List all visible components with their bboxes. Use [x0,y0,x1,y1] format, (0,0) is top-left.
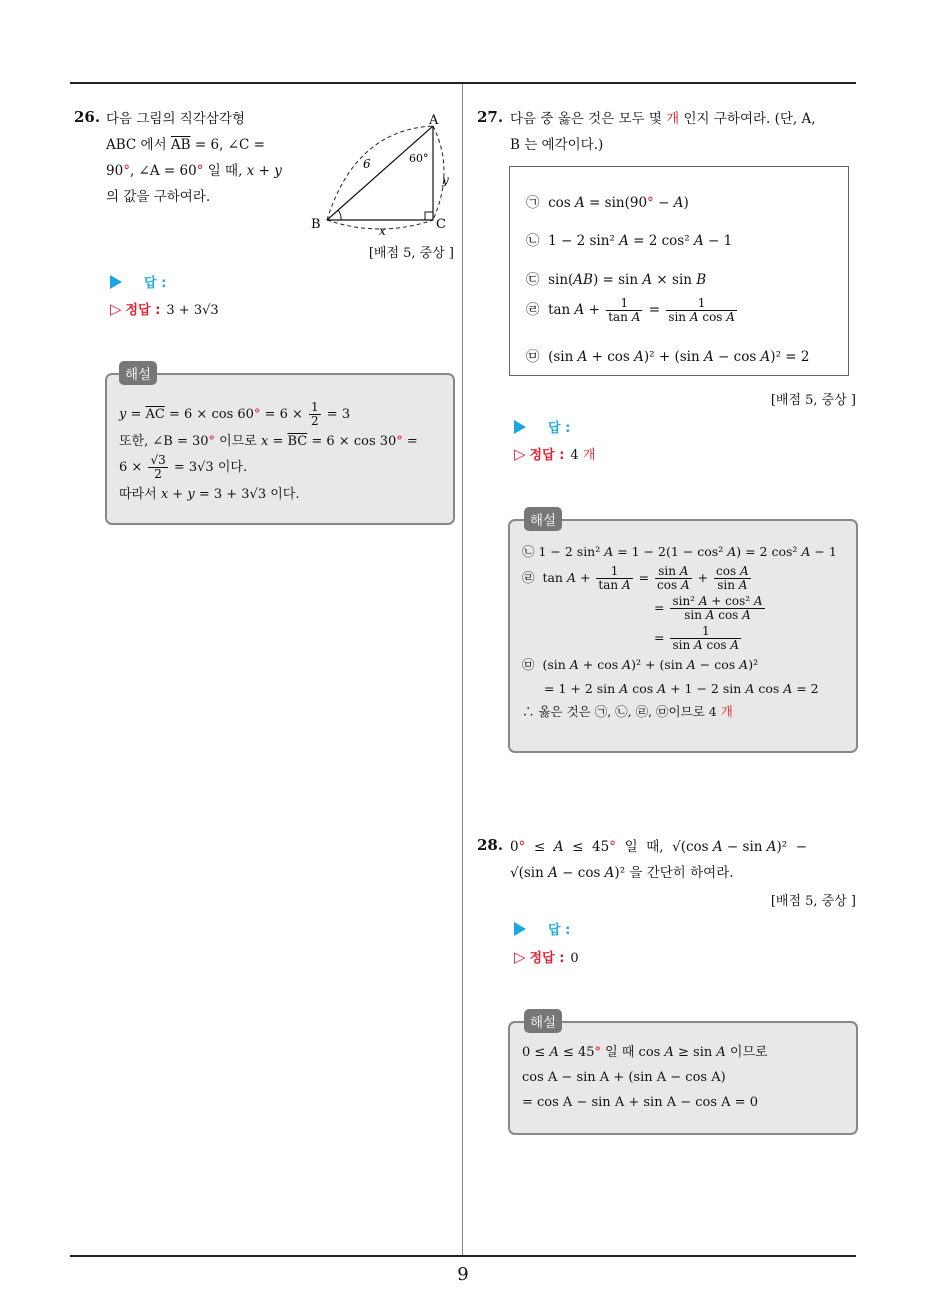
top-rule [70,82,856,84]
triangle-figure [305,110,455,235]
q28-jeongdap-row: ▷ 정답 : 0 [514,948,579,966]
q28-number: 28. [477,836,504,854]
q26-dap-row: 답 : [110,272,166,291]
q26-number: 26. [74,108,101,126]
outline-triangle-icon: ▷ [514,948,526,966]
q27-number: 27. [477,108,504,126]
q27-stmt-3: ㉢ sin(AB) = sin A × sin B [526,272,707,288]
q28-solution-box [508,1021,858,1135]
q26-line2: ABC 에서 $\overline{AB} = 6$, ∠C = [106,137,265,153]
q27-text: 다음 중 옳은 것은 모두 몇 개 인지 구하여라. (단, A, B 는 예각이다.) [510,111,816,153]
q28-sol-line3: = cos A − sin A + sin A − cos A = 0 [522,1095,758,1110]
q27-jeongdap-row: ▷ 정답 : 4 개 [514,445,596,463]
q27-haeseol-tag: 해설 [524,507,562,531]
q27-dap-row: 답 : [514,417,570,436]
q27-statement-box [509,166,849,376]
q27-stmt-4: ㉣ tan A + $\frac{1}{\text{tan A}}$ = $\frac{1}{\text{sin A cos A}}$ [526,296,735,324]
q27-sol-line5: ㉤ (sin A + cos A)² + (sin A − cos A)² [522,657,759,672]
page-number: 9 [457,1264,469,1285]
q26-sol-line2: 또한, ∠B = 30° 이므로 $x = \overline{BC} = 6 \times \cos 30^\circ$ = [119,434,418,449]
q26-line3: 90°, ∠A = 60° 일 때, x + y [106,163,282,179]
q27-sol-line1: ㉡ 1 − 2 sin² A = 1 − 2(1 − cos² A) = 2 cos² A − 1 [522,544,837,559]
q28-score: [배점 5, 중상 ] [770,894,856,909]
q27-stmt-2: ㉡ 1 − 2 sin² A = 2 cos² A − 1 [526,233,733,249]
label-a: A [429,113,439,128]
q27-stmt-5: ㉤ (sin A + cos A)² + (sin A − cos A)² = 2 [526,349,810,365]
q26-score: [배점 5, 중상 ] [368,246,454,261]
q28-text [510,834,860,886]
label-6: 6 [363,157,371,171]
q26-sol-line3: 6 × $\frac{√3}{2}$ = 3√3 이다. [119,453,248,481]
q28-sol-line2: cos A − sin A + (sin A − cos A) [522,1070,726,1085]
q27-solution-box [508,519,858,753]
q27-sol-line7: ∴ 옳은 것은 ㉠, ㉡, ㉣, ㉤이므로 4 개 [522,704,733,719]
outline-triangle-icon: ▷ [514,445,526,463]
outline-triangle-icon: ▷ [110,300,122,318]
q26-jeongdap-row: ▷ 정답 : 3 + 3√3 [110,300,219,318]
q26-solution-box [105,373,455,525]
q28-sol-line1: 0 ≤ A ≤ 45° 일 때 cos A ≥ sin A 이므로 [522,1045,768,1060]
bottom-rule [70,1255,856,1257]
right-angle-mark [425,212,433,220]
q28-line1: 0° ≤ A ≤ 45° 일 때, √(cos A − sin A)² − [510,839,808,855]
q27-sol-line3: = $\frac{\text{sin² A + cos² A}}{\text{sin A cos A}}$ [654,594,763,622]
column-divider [462,84,463,1256]
q27-stmt-1: ㉠ cos A = sin(90° − A) [526,195,689,211]
label-c: C [436,217,446,232]
play-icon [514,922,526,936]
q26-sol-line1: $y = \overline{AC} = 6 \times \cos 60^\circ = 6$ × $\frac{1}{2}$ = 3 [119,400,351,428]
q27-sol-line2: ㉣ tan A + $\frac{1}{\text{tan A}}$ = $\frac{\text{sin A}}{\text{cos A}}$ + $\frac{\text{cos A}}{\text{sin A}}$ [522,564,749,592]
q26-text: 다음 그림의 직각삼각형 ABC 에서 $\overline{AB} = 6$, ∠C = 90°, ∠A = 60° 일 때, x + y 의 값을 구하여라. [106,106,296,210]
play-icon [514,420,526,434]
q26-sol-line4: 따라서 x + y = 3 + 3√3 이다. [119,487,300,502]
q27-sol-line4: = $\frac{1}{\text{sin A cos A}}$ [654,624,740,652]
q28-line2: √(sin A − cos A)² 을 간단히 하여라. [510,865,734,881]
q27-sol-line6: = 1 + 2 sin A cos A + 1 − 2 sin A cos A = 2 [544,681,819,696]
play-icon [110,275,122,289]
label-60: 60° [409,152,429,165]
q26-haeseol-tag: 해설 [119,361,157,385]
q28-dap-row: 답 : [514,919,570,938]
label-b: B [311,217,321,232]
label-x: x [379,224,386,235]
q28-haeseol-tag: 해설 [524,1009,562,1033]
q27-score: [배점 5, 중상 ] [770,393,856,408]
label-y: y [442,173,449,187]
side-ab [327,126,433,220]
